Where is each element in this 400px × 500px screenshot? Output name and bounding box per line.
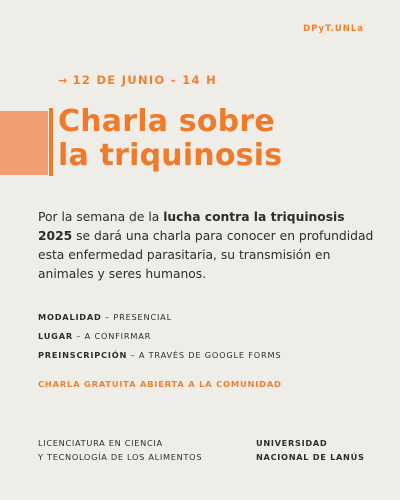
detail-row-lugar	[38, 327, 281, 346]
detail-separator: –	[72, 331, 85, 341]
detail-row-preinscripcion	[38, 346, 281, 365]
intro-paragraph	[38, 208, 378, 284]
event-details	[38, 308, 281, 365]
page-title	[58, 105, 282, 173]
detail-separator: –	[127, 350, 139, 360]
detail-row-modalidad	[38, 308, 281, 327]
footer-university-line-1: UNIVERSIDAD	[256, 438, 328, 448]
detail-key: PREINSCRIPCIÓN	[38, 350, 128, 360]
accent-block	[0, 111, 48, 175]
event-date-text: 12 DE JUNIO - 14 H	[72, 73, 218, 87]
title-line-1: Charla sobre	[58, 104, 275, 139]
intro-text-start: Por la semana de la	[38, 210, 164, 224]
detail-value: A CONFIRMAR	[84, 331, 152, 341]
brand-label: DPyT.UNLa	[303, 24, 364, 34]
intro-text-end: se dará una charla para conocer en profundidad esta enfermedad parasitaria, su transmisión en animales y seres humanos.	[38, 229, 374, 281]
footer-degree-line-1: LICENCIATURA EN CIENCIA	[38, 438, 163, 448]
footer-university-line-2: NACIONAL DE LANÚS	[256, 452, 365, 462]
free-event-banner: CHARLA GRATUITA ABIERTA A LA COMUNIDAD	[38, 379, 282, 389]
detail-value: PRESENCIAL	[113, 312, 172, 322]
title-line-2: la triquinosis	[58, 138, 283, 173]
footer-degree	[38, 436, 202, 464]
footer-degree-line-2: Y TECNOLOGÍA DE LOS ALIMENTOS	[38, 452, 203, 462]
footer-university	[256, 436, 365, 464]
intro-highlight: lucha contra la triquinosis 2025	[38, 210, 345, 243]
accent-bar	[49, 108, 53, 176]
detail-separator: –	[101, 312, 114, 322]
event-date	[58, 73, 217, 87]
arrow-right-icon: →	[58, 73, 69, 87]
detail-key: MODALIDAD	[38, 312, 102, 322]
detail-value: A TRAVÉS DE GOOGLE FORMS	[138, 350, 282, 360]
detail-key: LUGAR	[38, 331, 73, 341]
